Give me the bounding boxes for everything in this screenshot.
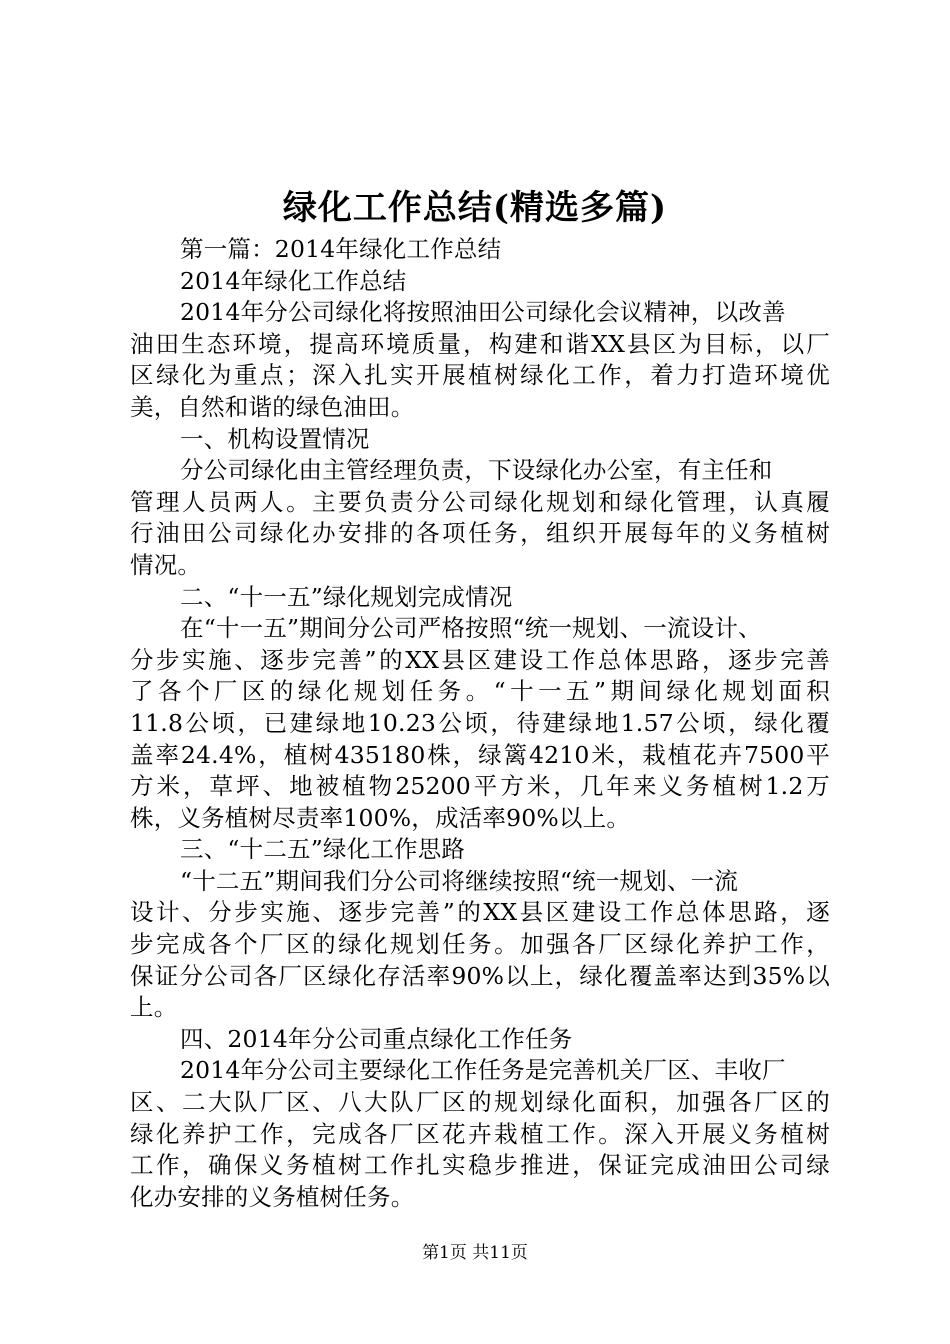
body-line: “十二五”期间我们分公司将继续按照“统一规划、一流 (180, 866, 739, 895)
document-title: 绿化工作总结(精选多篇) (282, 188, 668, 228)
body-line: 保证分公司各厂区绿化存活率90%以上，绿化覆盖率达到35%以 (130, 961, 830, 990)
body-line: 情况。 (130, 550, 202, 579)
body-line: 二、“十一五”绿化规划完成情况 (180, 582, 513, 611)
body-line: 行油田公司绿化办安排的各项任务，组织开展每年的义务植树 (130, 519, 830, 548)
body-line: 株，义务植树尽责率100%，成活率90%以上。 (130, 803, 631, 832)
body-line: 11.8公顷，已建绿地10.23公顷，待建绿地1.57公顷，绿化覆 (130, 708, 830, 737)
body-line: 2014年分公司绿化将按照油田公司绿化会议精神，以改善 (180, 298, 786, 327)
body-line: 区、二大队厂区、八大队厂区的规划绿化面积，加强各厂区的 (130, 1088, 830, 1117)
body-line: 区绿化为重点；深入扎实开展植树绿化工作，着力打造环境优 (130, 361, 830, 390)
body-line: 上。 (130, 993, 178, 1022)
body-line: 管理人员两人。主要负责分公司绿化规划和绿化管理，认真履 (130, 487, 830, 516)
body-line: 油田生态环境，提高环境质量，构建和谐XX县区为目标，以厂 (130, 329, 830, 358)
page-footer: 第1页 共11页 (422, 1243, 528, 1263)
body-line: 工作，确保义务植树工作扎实稳步推进，保证完成油田公司绿 (130, 1151, 830, 1180)
body-line: 分公司绿化由主管经理负责，下设绿化办公室，有主任和 (180, 456, 773, 485)
body-line: 了各个厂区的绿化规划任务。“十一五”期间绿化规划面积 (130, 677, 830, 706)
body-line: 第一篇：2014年绿化工作总结 (180, 235, 502, 263)
body-line: 四、2014年分公司重点绿化工作任务 (180, 1024, 573, 1053)
body-line: 设计、分步实施、逐步完善”的XX县区建设工作总体思路，逐 (130, 898, 830, 927)
document-body (130, 234, 830, 1213)
body-line: 三、“十二五”绿化工作思路 (180, 835, 466, 864)
body-line: 美，自然和谐的绿色油田。 (130, 392, 415, 421)
body-line: 盖率24.4%，植树435180株，绿篱4210米，栽植花卉7500平 (130, 740, 830, 769)
body-line: 一、机构设置情况 (180, 424, 370, 453)
body-line: 步完成各个厂区的绿化规划任务。加强各厂区绿化养护工作， (130, 930, 830, 959)
body-line: 绿化养护工作，完成各厂区花卉栽植工作。深入开展义务植树 (130, 1119, 830, 1148)
body-line: 2014年分公司主要绿化工作任务是完善机关厂区、丰收厂 (180, 1056, 786, 1085)
body-line: 化办安排的义务植树任务。 (130, 1182, 415, 1211)
body-line: 分步实施、逐步完善”的XX县区建设工作总体思路，逐步完善 (130, 645, 830, 674)
body-line: 方米，草坪、地被植物25200平方米，几年来义务植树1.2万 (130, 772, 830, 801)
body-line: 2014年绿化工作总结 (180, 266, 407, 295)
body-line: 在“十一五”期间分公司严格按照“统一规划、一流设计、 (180, 614, 762, 643)
